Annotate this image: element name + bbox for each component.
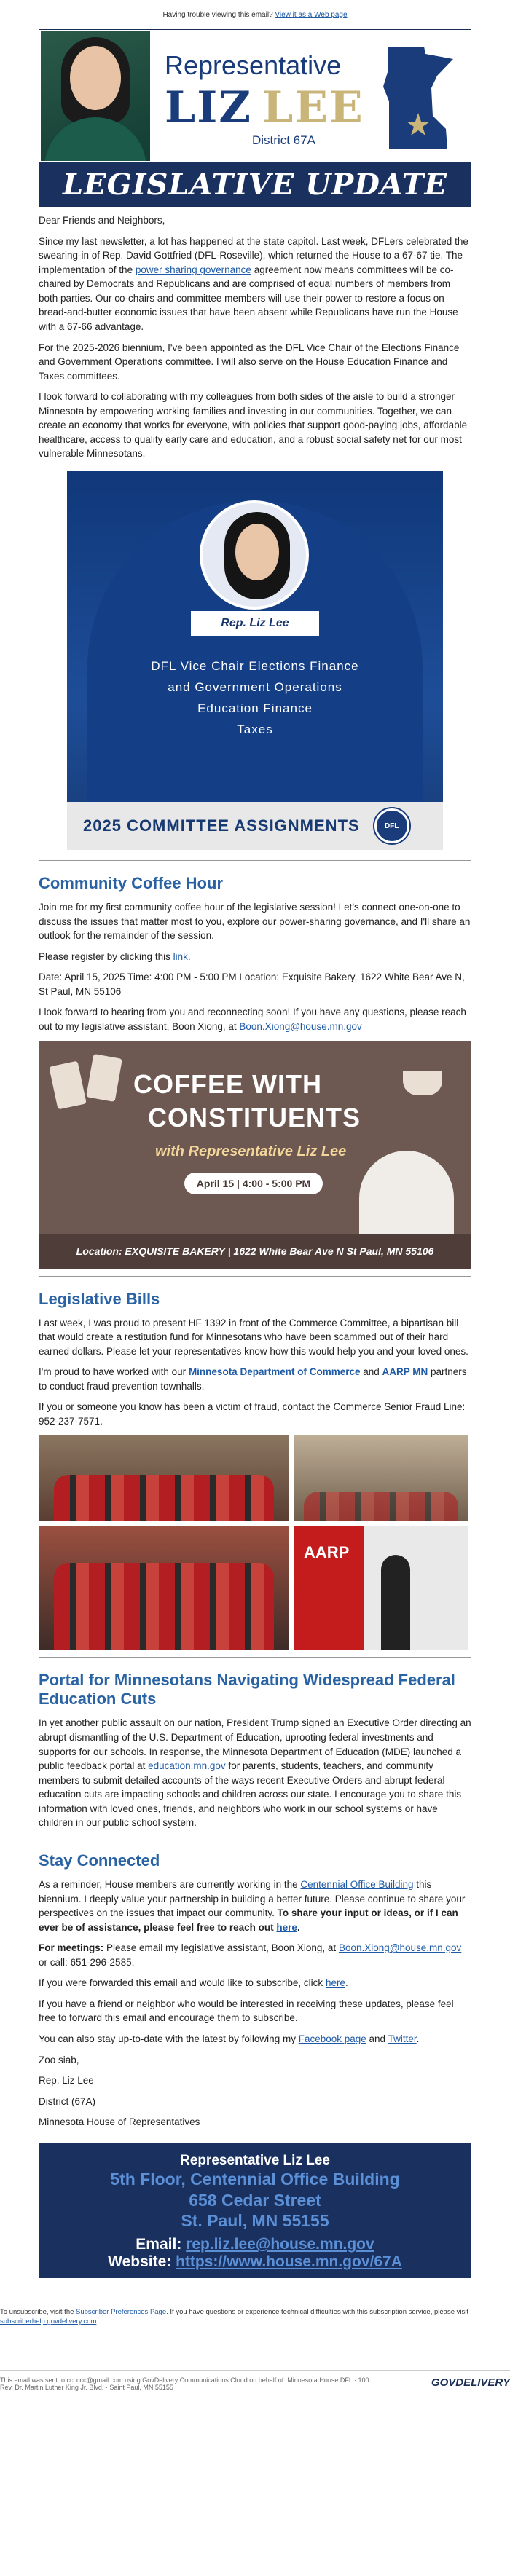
- contact-footer: [39, 2143, 471, 2278]
- signoff: Zoo siab,: [39, 2054, 79, 2065]
- unsubscribe-note: To unsubscribe, visit the Subscriber Preferences Page. If you have questions or experience technical difficulties with this subscription service, please visit subscriberhelp.govdelivery.com.: [0, 2307, 468, 2326]
- power-sharing-link[interactable]: power sharing governance: [135, 264, 251, 275]
- assistant-email-link[interactable]: Boon.Xiong@house.mn.gov: [338, 1942, 462, 1954]
- subscriber-help-link[interactable]: subscriberhelp.govdelivery.com: [0, 2317, 97, 2326]
- portal-paragraph: In yet another public assault on our nation, President Trump signed an Executive Order directing an abrupt dismantling of the U.S. Department of Education, uprooting federal investments and supports for our schools. In response, the Minnesota Department of Education (MDE) launched a public feedback portal at education.mn.gov for parents, students, teachers, and community members to submit detailed accounts of the ways recent Executive Orders and abrupt federal education cuts are impacting schools and children across our state. I encourage you to share this information with loved ones, friends, and neighbors who work in our school systems or have children in our public school system.: [39, 1717, 471, 1829]
- connected-paragraph-1: As a reminder, House members are currently working in the Centennial Office Building this biennium. I deeply value your partnership in building a better future. Please continue to share your perspectives on the issues that impact our community. To share your input or ideas, or if I can ever be of assistance, please feel free to reach out here.: [39, 1878, 466, 1933]
- group-photo: [39, 1526, 289, 1650]
- header-last-name: LEE: [262, 82, 364, 133]
- footer-address-2: 658 Cedar Street: [189, 2190, 321, 2210]
- top-note: Having trouble viewing this email? View it as a Web page: [162, 10, 348, 19]
- intro-paragraph-3: I look forward to collaborating with my colleagues from both sides of the aisle to build a stronger Minnesota by empowering working families and investing in our communities. Together, we can create an economy that works for everyone, with policies that support good-paying jobs, affordable healthcare, access to quality early care and education, and a robust social safety net for our most vulnerable Minnesotans.: [39, 391, 468, 460]
- coffee-heading: Community Coffee Hour: [39, 874, 223, 892]
- footer-address-3: St. Paul, MN 55155: [181, 2211, 329, 2231]
- footer-website-link[interactable]: https://www.house.mn.gov/67A: [176, 2253, 402, 2271]
- govdelivery-footer: [0, 2370, 510, 2414]
- bills-paragraph-1: Last week, I was proud to present HF 1392 in front of the Commerce Committee, a bipartisan bill that would create a restitution fund for Minnesotans who have been scammed out of their hard earned dollars. Please let your representatives know how this would help you and your loved ones.: [39, 1317, 468, 1357]
- townhall-audience-photo: [294, 1435, 468, 1521]
- connected-social: You can also stay up-to-date with the latest by following my Facebook page and Twitter.: [39, 2033, 420, 2044]
- coffee-graphic-subtitle: with Representative Liz Lee: [155, 1143, 347, 1159]
- signature-org: Minnesota House of Representatives: [39, 2116, 200, 2128]
- bills-paragraph-3: If you or someone you know has been a victim of fraud, contact the Commerce Senior Fraud Line: 952-237-7571.: [39, 1401, 466, 1427]
- rep-photo: [200, 500, 309, 610]
- coffee-graphic-location: Location: EXQUISITE BAKERY | 1622 White Bear Ave N St Paul, MN 55106: [39, 1234, 471, 1269]
- divider: [39, 1276, 471, 1277]
- greeting: Dear Friends and Neighbors,: [39, 215, 165, 226]
- signature-district: District (67A): [39, 2095, 96, 2107]
- subscriber-preferences-link[interactable]: Subscriber Preferences Page: [76, 2307, 167, 2316]
- rep-portrait: [41, 31, 150, 161]
- header-rep-word: Representative: [165, 50, 342, 80]
- govdelivery-logo: GOVDELIVERY: [431, 2376, 510, 2390]
- coffee-graphic-date: April 15 | 4:00 - 5:00 PM: [184, 1173, 323, 1194]
- footer-website: Website: https://www.house.mn.gov/67A: [108, 2253, 402, 2271]
- newsletter-header: [39, 29, 471, 207]
- minnesota-map-icon: [380, 43, 460, 152]
- dfl-logo: DFL: [374, 808, 409, 843]
- header-banner: LEGISLATIVE UPDATE: [62, 167, 448, 202]
- footer-name: Representative Liz Lee: [180, 2152, 330, 2168]
- group-photo: [39, 1435, 289, 1521]
- intro-paragraph-2: For the 2025-2026 biennium, I've been appointed as the DFL Vice Chair of the Elections Finance and Government Operations committee. I will also serve on the House Education Finance and Taxes committees.: [39, 342, 460, 382]
- coffee-details: Date: April 15, 2025 Time: 4:00 PM - 5:00 PM Location: Exquisite Bakery, 1622 White Bear Ave N, St Paul, MN 55106: [39, 972, 465, 997]
- coffee-paragraph-1: Join me for my first community coffee hour of the legislative session! Let's connect one-on-one to discuss the issues that matter most to you, explore our power-sharing governance, and I'll share an outlook for the remainder of the session.: [39, 902, 471, 942]
- connected-meetings: For meetings: Please email my legislative assistant, Boon Xiong, at Boon.Xiong@house.mn.gov or call: 651-296-2585.: [39, 1942, 462, 1968]
- signature-name: Rep. Liz Lee: [39, 2075, 94, 2087]
- bills-paragraph-2: I'm proud to have worked with our Minnesota Department of Commerce and AARP MN partners to conduct fraud prevention townhalls.: [39, 1366, 467, 1392]
- web-page-link[interactable]: View it as a Web page: [275, 10, 348, 19]
- townhall-photos: [39, 1435, 471, 1650]
- committee-line: and Government Operations: [168, 680, 342, 694]
- aarp-event-photo: AARP: [294, 1526, 468, 1650]
- rep-photo: [359, 1151, 454, 1238]
- committee-footer: 2025 COMMITTEE ASSIGNMENTS: [83, 816, 360, 835]
- commerce-dept-link[interactable]: Minnesota Department of Commerce: [188, 1366, 361, 1378]
- divider: [39, 860, 471, 861]
- sent-to-line: This email was sent to cccccc@gmail.com using GovDelivery Communications Cloud on behalf of: Minnesota House DFL · 100: [0, 2376, 369, 2384]
- education-portal-link[interactable]: education.mn.gov: [148, 1760, 226, 1772]
- footer-address-1: 5th Floor, Centennial Office Building: [110, 2169, 400, 2189]
- divider: [39, 1657, 471, 1658]
- portal-heading: Portal for Minnesotans Navigating Widespread Federal Education Cuts: [39, 1671, 455, 1709]
- coffee-paragraph-2: Please register by clicking this link.: [39, 950, 191, 962]
- coffee-paragraph-4: I look forward to hearing from you and reconnecting soon! If you have any questions, please reach out to my legislative assistant, Boon Xiong, at Boon.Xiong@house.mn.gov: [39, 1007, 466, 1032]
- assistant-email-link[interactable]: Boon.Xiong@house.mn.gov: [239, 1020, 362, 1032]
- reach-out-link[interactable]: here: [276, 1921, 297, 1933]
- centennial-building-link[interactable]: Centennial Office Building: [300, 1878, 414, 1890]
- coffee-graphic-title-1: COFFEE WITH: [133, 1068, 322, 1099]
- address-line: Rev. Dr. Martin Luther King Jr. Blvd. · Saint Paul, MN 55155: [0, 2384, 173, 2392]
- header-first-name: LIZ: [165, 82, 253, 133]
- connected-heading: Stay Connected: [39, 1851, 160, 1870]
- coffee-graphic: [39, 1041, 471, 1269]
- committee-line: DFL Vice Chair Elections Finance: [151, 659, 359, 673]
- footer-email: Email: rep.liz.lee@house.mn.gov: [136, 2236, 374, 2253]
- bills-heading: Legislative Bills: [39, 1289, 160, 1308]
- register-link[interactable]: link: [173, 950, 188, 962]
- committee-line: Taxes: [237, 722, 273, 736]
- committee-line: Education Finance: [197, 701, 313, 715]
- committee-assignments-graphic: [67, 471, 443, 850]
- coffee-graphic-title-2: CONSTITUENTS: [148, 1102, 361, 1133]
- header-district: District 67A: [252, 133, 315, 147]
- aarp-mn-link[interactable]: AARP MN: [382, 1366, 428, 1378]
- connected-forward: If you have a friend or neighbor who would be interested in receiving these updates, please feel free to forward this email and encourage them to subscribe.: [39, 1998, 454, 2024]
- connected-subscribe: If you were forwarded this email and would like to subscribe, click here.: [39, 1977, 348, 1989]
- intro-paragraph-1: Since my last newsletter, a lot has happened at the state capitol. Last week, DFLers celebrated the swearing-in of Rep. David Gottfried (DFL-Roseville), which returned the House to a 67-67 tie. The implementation of the power sharing governance agreement now means committees will be co-chaired by Democrats and Republicans and are comprised of equal numbers of members from both parties. Our co-chairs and committee members will use their power to restore a focus on bread-and-butter economic issues that have been absent while Republicans have run the House with a 67-66 advantage.: [39, 235, 468, 332]
- rep-name-ribbon: Rep. Liz Lee: [191, 611, 319, 636]
- facebook-link[interactable]: Facebook page: [298, 2033, 366, 2044]
- footer-email-link[interactable]: rep.liz.lee@house.mn.gov: [186, 2236, 374, 2253]
- twitter-link[interactable]: Twitter: [388, 2033, 417, 2044]
- subscribe-link[interactable]: here: [325, 1977, 345, 1989]
